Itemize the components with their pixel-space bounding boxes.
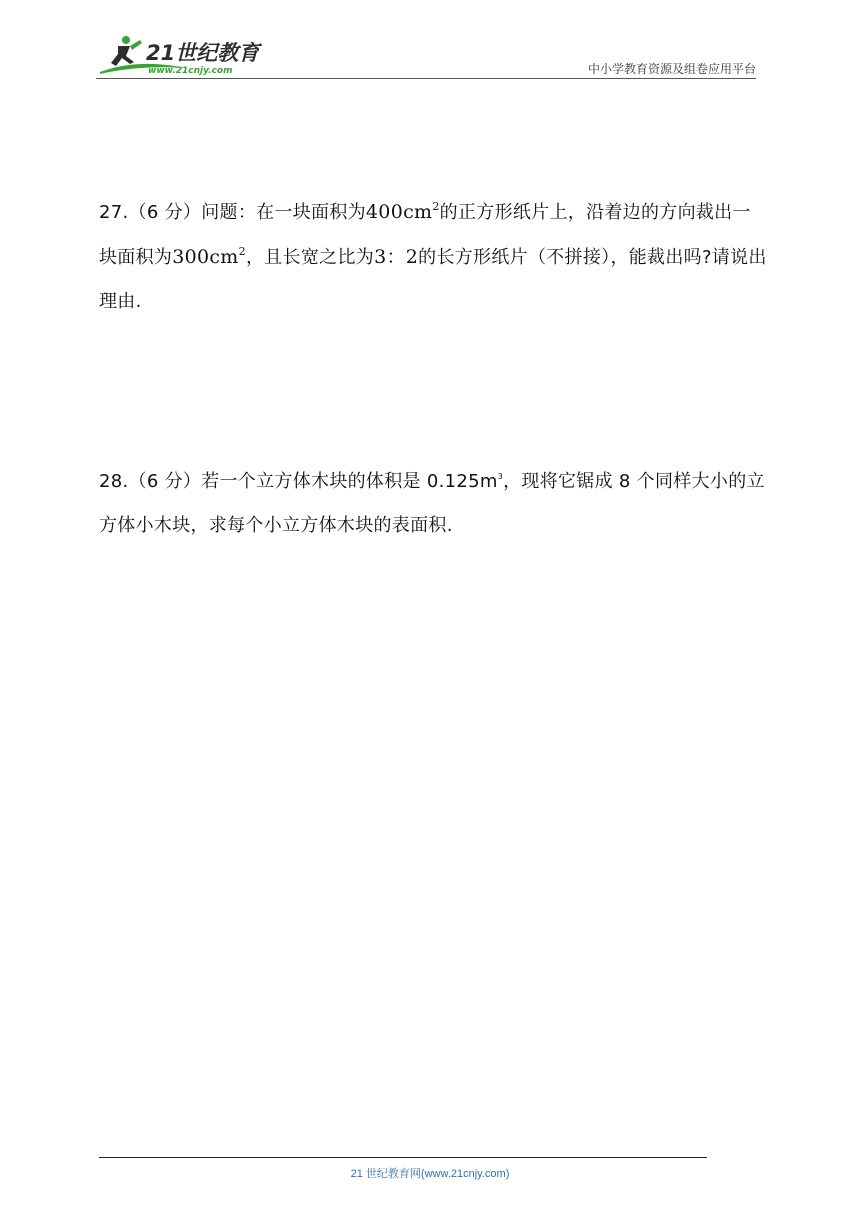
question-number: 27. — [99, 202, 129, 223]
logo-url: www.21cnjy.com — [148, 66, 233, 76]
question-28 — [99, 460, 769, 548]
page-header — [0, 0, 860, 90]
question-number: 28. — [99, 471, 129, 492]
footer-text: 21 世纪教育网(www.21cnjy.com) — [350, 1168, 510, 1180]
logo-text: 21世纪教育 — [146, 41, 260, 65]
question-text: 的长方形纸片（不拼接），能裁出吗?请说出理由. — [99, 247, 767, 312]
site-logo — [96, 32, 266, 80]
footer-divider — [99, 1157, 707, 1158]
header-divider — [96, 78, 756, 79]
question-text: 的正方形纸片上，沿着边的方向裁出一块面积为 — [99, 202, 751, 268]
question-text: ，现将它锯成 8 个同样大小的立方体小木块，求每个小立方体木块的表面积. — [99, 471, 765, 536]
question-27 — [99, 190, 769, 324]
question-text: 若一个立方体木块的体积是 $0.125m^3$ — [201, 471, 504, 492]
question-text: 问题：在一块面积为 — [201, 202, 366, 223]
ratio-value: 3：2 — [374, 246, 419, 268]
question-score: （6 分） — [128, 471, 202, 492]
question-text: ，且长宽之比为 — [245, 247, 375, 268]
header-platform-name: 中小学教育资源及组卷应用平台 — [587, 62, 756, 76]
area-value-400: $400cm^2$ — [365, 200, 440, 223]
area-value-300: $300cm^2$ — [172, 245, 246, 268]
question-score: （6 分） — [128, 202, 202, 223]
